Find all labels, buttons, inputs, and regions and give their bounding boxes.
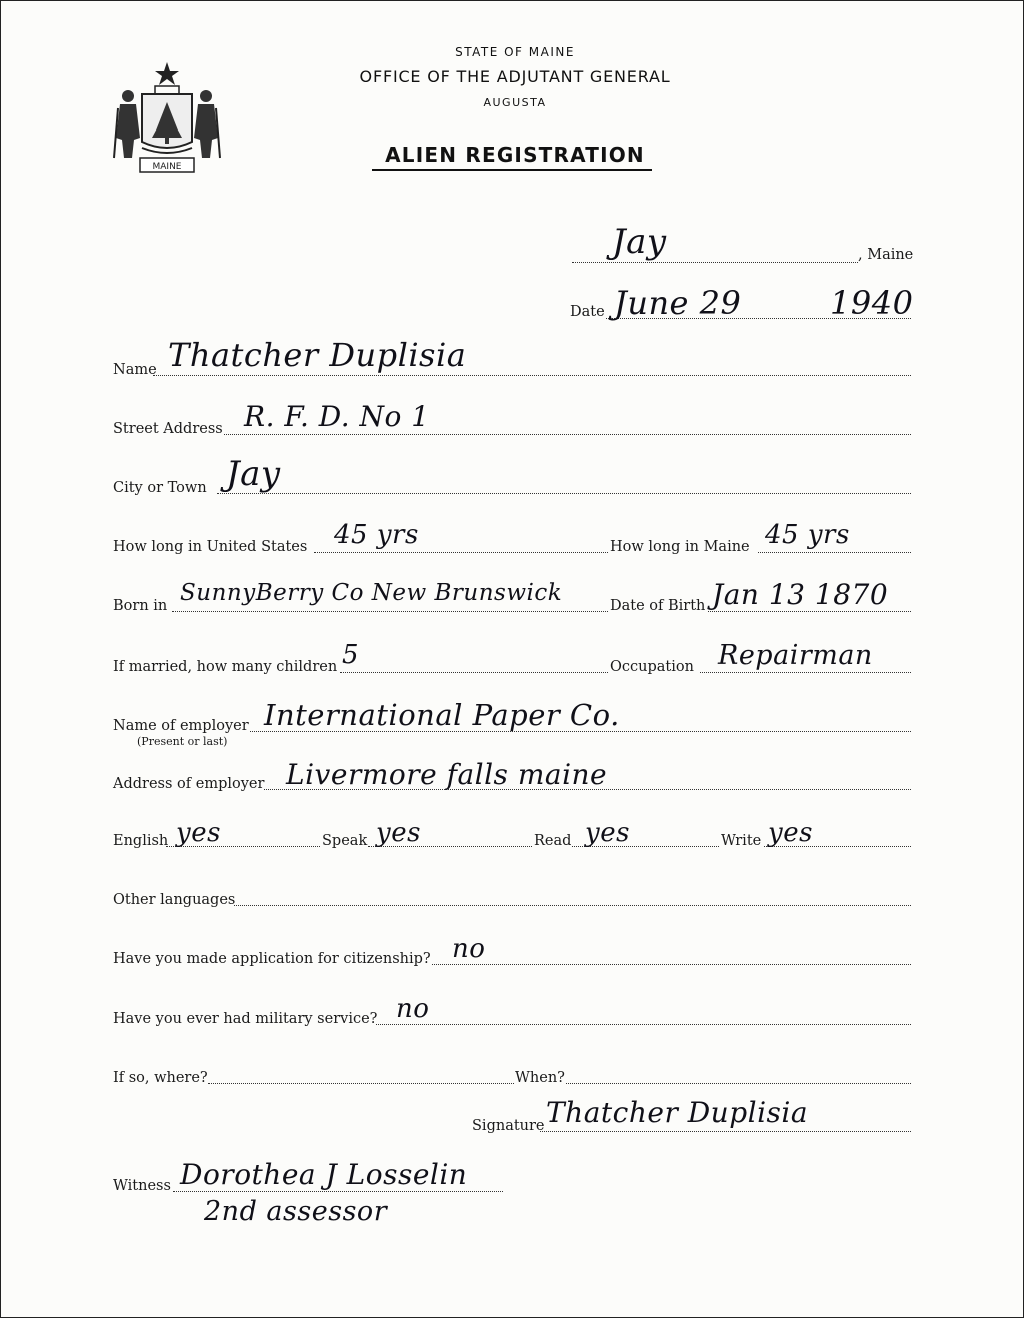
date-month-day: June 29	[614, 284, 742, 322]
town-suffix-label: , Maine	[858, 247, 914, 263]
citizenship-line	[432, 964, 911, 965]
occupation-label: Occupation	[610, 659, 694, 675]
occupation-entry: Repairman	[718, 640, 873, 671]
street-label: Street Address	[113, 421, 223, 437]
signature-entry: Thatcher Duplisia	[546, 1096, 809, 1129]
military-label: Have you ever had military service?	[113, 1011, 378, 1027]
witness-line	[173, 1191, 503, 1192]
employer-entry: International Paper Co.	[264, 698, 620, 732]
employer-address-label: Address of employer	[113, 776, 265, 792]
title-underline	[372, 169, 652, 171]
city-label: City or Town	[113, 480, 207, 496]
witness-label: Witness	[113, 1178, 171, 1194]
signature-label: Signature	[472, 1118, 545, 1134]
signature-line	[540, 1131, 911, 1132]
employer-label: Name of employer	[113, 718, 249, 734]
born-in-entry: SunnyBerry Co New Brunswick	[180, 580, 563, 606]
employer-address-entry: Livermore falls maine	[286, 758, 608, 791]
employer-sublabel: (Present or last)	[137, 735, 228, 748]
city-entry: Jay	[226, 454, 281, 494]
dob-entry: Jan 13 1870	[712, 578, 889, 611]
street-line	[224, 434, 911, 435]
write-entry: yes	[768, 818, 813, 848]
witness-entry: Dorothea J Losselin	[180, 1158, 468, 1191]
witness-title-entry: 2nd assessor	[204, 1196, 388, 1227]
where-label: If so, where?	[113, 1070, 208, 1086]
years-maine-line	[758, 552, 911, 553]
english-entry: yes	[176, 818, 221, 848]
citizenship-entry: no	[452, 934, 486, 964]
children-label: If married, how many children	[113, 659, 338, 675]
other-languages-line	[234, 905, 911, 906]
military-line	[376, 1024, 911, 1025]
when-line	[566, 1083, 911, 1084]
other-languages-label: Other languages	[113, 892, 236, 908]
date-label: Date	[570, 304, 605, 320]
when-label: When?	[515, 1070, 565, 1086]
read-label: Read	[534, 833, 572, 849]
speak-label: Speak	[322, 833, 368, 849]
years-us-label: How long in United States	[113, 539, 308, 555]
english-label: English	[113, 833, 169, 849]
town-entry: Jay	[612, 222, 667, 262]
dob-label: Date of Birth	[610, 598, 706, 614]
seal-name: MAINE	[152, 162, 182, 172]
header-city: AUGUSTA	[483, 96, 547, 109]
occupation-line	[700, 672, 911, 673]
born-in-line	[172, 611, 608, 612]
years-maine-label: How long in Maine	[610, 539, 750, 555]
town-line	[572, 262, 858, 263]
street-entry: R. F. D. No 1	[244, 400, 430, 433]
city-line	[217, 493, 911, 494]
years-us-line	[314, 552, 608, 553]
maine-state-seal-icon	[112, 58, 222, 178]
citizenship-label: Have you made application for citizenship?	[113, 951, 431, 967]
header-state: STATE OF MAINE	[455, 45, 575, 59]
write-label: Write	[721, 833, 762, 849]
where-line	[208, 1083, 514, 1084]
born-in-label: Born in	[113, 598, 168, 614]
name-entry: Thatcher Duplisia	[168, 336, 467, 374]
dob-line	[708, 611, 911, 612]
date-year: 1940	[830, 284, 914, 322]
speak-entry: yes	[376, 818, 421, 848]
name-line	[153, 375, 911, 376]
children-entry: 5	[342, 640, 360, 670]
header-office: OFFICE OF THE ADJUTANT GENERAL	[359, 67, 671, 86]
years-maine-entry: 45 yrs	[765, 520, 850, 550]
form-title: ALIEN REGISTRATION	[385, 143, 645, 167]
children-line	[340, 672, 608, 673]
name-label: Name	[113, 362, 157, 378]
years-us-entry: 45 yrs	[334, 520, 419, 550]
read-entry: yes	[585, 818, 630, 848]
military-entry: no	[396, 994, 430, 1024]
